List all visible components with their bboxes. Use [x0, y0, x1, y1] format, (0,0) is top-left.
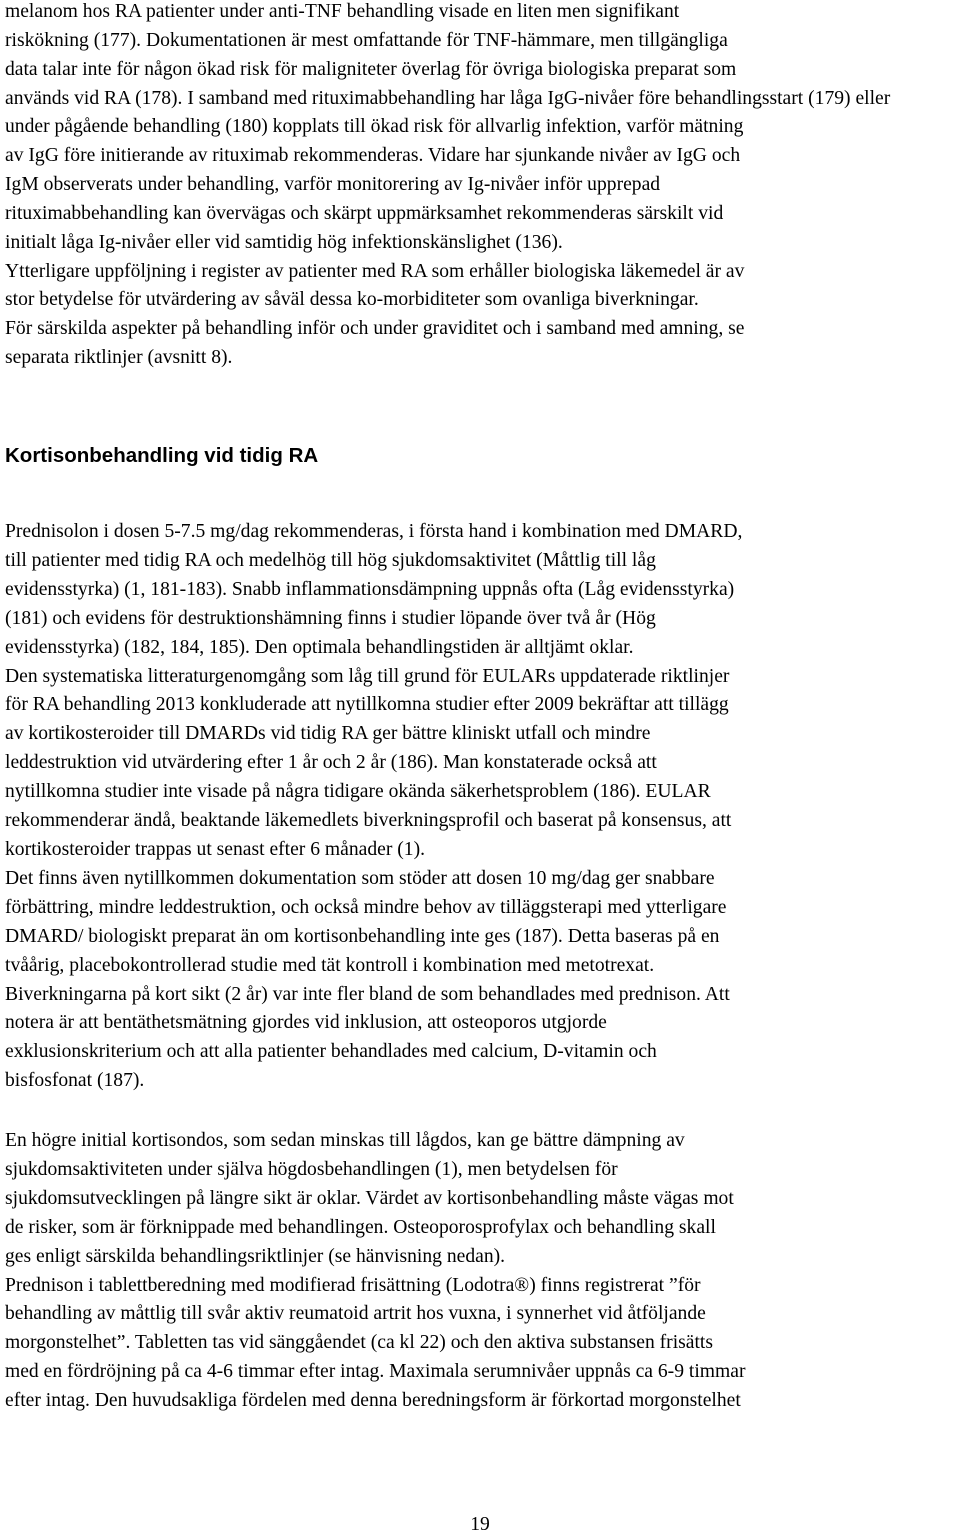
text-line: notera är att bentäthetsmätning gjordes vid inklusion, att osteoporos utgjorde: [5, 1012, 607, 1034]
text-line: sjukdomsaktiviteten under själva högdosbehandlingen (1), men betydelsen för: [5, 1158, 618, 1180]
text-line: rekommenderar ändå, beaktande läkemedlets biverkningsprofil och baserat på konsensus, att: [5, 810, 732, 832]
paragraph-block-3: [5, 1127, 955, 1416]
text-line: under pågående behandling (180) kopplats till ökad risk för allvarlig infektion, varför mätning: [5, 116, 744, 137]
text-line: morgonstelhet”. Tabletten tas vid sänggåendet (ca kl 22) och den aktiva substansen frisätts: [5, 1332, 713, 1354]
text-line: bisfosfonat (187).: [5, 1070, 145, 1092]
text-line: DMARD/ biologiskt preparat än om kortisonbehandling inte ges (187). Detta baseras på en: [5, 925, 720, 947]
text-line: sjukdomsutvecklingen på längre sikt är oklar. Värdet av kortisonbehandling måste vägas mot: [5, 1187, 734, 1209]
text-line: Prednison i tablettberedning med modifierad frisättning (Lodotra®) finns registrerat ”för: [5, 1274, 701, 1296]
text-line: Biverkningarna på kort sikt (2 år) var inte fler bland de som behandlades med prednison. Att: [5, 983, 730, 1005]
text-line: data talar inte för någon ökad risk för maligniteter överlag för övriga biologiska preparat som: [5, 58, 737, 80]
text-line: IgM observerats under behandling, varför monitorering av Ig-nivåer inför upprepad: [5, 173, 661, 195]
text-line: evidensstyrka) (182, 184, 185). Den optimala behandlingstiden är alltjämt oklar.: [5, 636, 634, 658]
paragraph-block-1b: [5, 113, 955, 373]
text-line: Den systematiska litteraturgenomgång som låg till grund för EULARs uppdaterade riktlinjer: [5, 665, 730, 687]
text-line: Ytterligare uppföljning i register av patienter med RA som erhåller biologiska läkemedel är av: [5, 260, 745, 282]
text-line: För särskilda aspekter på behandling inför och under graviditet och i samband med amning, se: [5, 318, 745, 340]
text-line: initialt låga Ig-nivåer eller vid samtidig hög infektionskänslighet (136).: [5, 231, 563, 253]
text-line: melanom hos RA patienter under anti-TNF behandling visade en liten men signifikant: [5, 1, 680, 22]
text-line: En högre initial kortisondos, som sedan minskas till lågdos, kan ge bättre dämpning av: [5, 1130, 685, 1151]
text-line: rituximabbehandling kan övervägas och skärpt uppmärksamhet rekommenderas särskilt vid: [5, 202, 724, 224]
paragraph-block-1: [5, 0, 955, 114]
text-line: till patienter med tidig RA och medelhög till hög sjukdomsaktivitet (Måttlig till låg: [5, 549, 656, 571]
text-line: stor betydelse för utvärdering av såväl dessa ko-morbiditeter som ovanliga biverkningar.: [5, 289, 699, 311]
text-line: de risker, som är förknippade med behandlingen. Osteoporosprofylax och behandling skall: [5, 1216, 716, 1238]
text-line: ges enligt särskilda behandlingsriktlinjer (se hänvisning nedan).: [5, 1245, 506, 1267]
page-number: 19: [470, 1514, 490, 1535]
text-line: behandling av måttlig till svår aktiv reumatoid artrit hos vuxna, i synnerhet vid åtföljande: [5, 1303, 706, 1325]
text-line: tvåårig, placebokontrollerad studie med tät kontroll i kombination med metotrexat.: [5, 954, 655, 976]
text-line: Det finns även nytillkommen dokumentation som stöder att dosen 10 mg/dag ger snabbare: [5, 867, 715, 889]
text-line: riskökning (177). Dokumentationen är mest omfattande för TNF-hämmare, men tillgängliga: [5, 29, 728, 51]
text-line: evidensstyrka) (1, 181-183). Snabb inflammationsdämpning uppnås ofta (Låg evidensstyrka): [5, 578, 735, 600]
text-line: av IgG före initierande av rituximab rekommenderas. Vidare har sjunkande nivåer av IgG och: [5, 144, 741, 166]
text-line: kortikosteroider trappas ut senast efter 6 månader (1).: [5, 838, 426, 860]
text-line: exklusionskriterium och att alla patienter behandlades med calcium, D-vitamin och: [5, 1041, 657, 1063]
text-line: (181) och evidens för destruktionshämning finns i studier löpande över två år (Hög: [5, 607, 656, 629]
text-line: används vid RA (178). I samband med rituximabbehandling har låga IgG-nivåer före behandlingsstart (179) eller: [5, 87, 891, 109]
paragraph-block-2: [5, 518, 955, 1096]
text-line: separata riktlinjer (avsnitt 8).: [5, 347, 233, 369]
section-heading: Kortisonbehandling vid tidig RA: [5, 444, 319, 467]
text-line: Prednisolon i dosen 5-7.5 mg/dag rekommenderas, i första hand i kombination med DMARD,: [5, 521, 743, 542]
text-line: av kortikosteroider till DMARDs vid tidig RA ger bättre kliniskt utfall och mindre: [5, 723, 651, 745]
text-line: med en fördröjning på ca 4-6 timmar efter intag. Maximala serumnivåer uppnås ca 6-9 timmar: [5, 1361, 746, 1383]
text-line: för RA behandling 2013 konkluderade att nytillkomna studier efter 2009 bekräftar att tillägg: [5, 694, 729, 716]
text-line: leddestruktion vid utvärdering efter 1 år och 2 år (186). Man konstaterade också att: [5, 752, 657, 774]
text-line: förbättring, mindre leddestruktion, och också mindre behov av tilläggsterapi med ytterligare: [5, 896, 727, 918]
text-line: nytillkomna studier inte visade på några tidigare okända säkerhetsproblem (186). EULAR: [5, 781, 711, 803]
text-line: efter intag. Den huvudsakliga fördelen med denna beredningsform är förkortad morgonstelhet: [5, 1390, 741, 1412]
